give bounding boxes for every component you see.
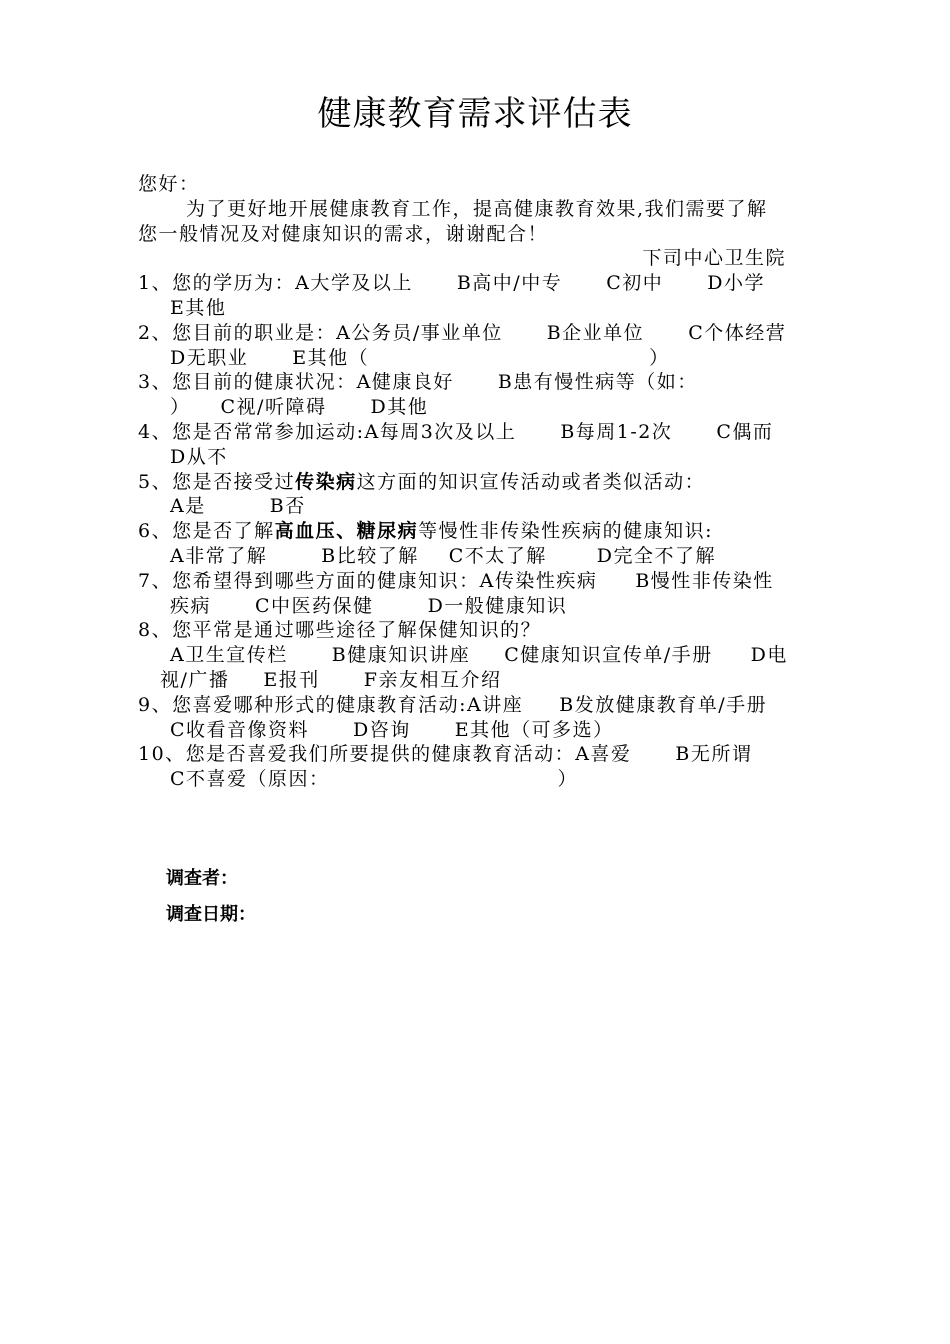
q1-option-c: C初中 [606,272,664,295]
q1-option-e: E其他 [170,296,227,319]
q5-stem-bold: 传染病 [295,470,357,493]
q6-stem-bold-2: 糖尿病 [356,520,419,543]
q6-stem-sep: 、 [336,520,357,543]
q6-option-d: D完全不了解 [596,544,716,567]
q6-stem-bold-1: 高血压 [274,520,337,543]
question-2 [138,321,838,346]
q4-stem: 4、您是否常常参加运动: [138,420,365,443]
question-7 [138,569,838,594]
question-10-cont [138,767,838,792]
organization-name: 下司中心卫生院 [642,247,786,270]
q1-option-d: D小学 [707,272,765,295]
q2-option-e: E其他（ [292,346,370,369]
q3-close-paren: ） [170,396,191,419]
q6-stem-pre: 6、您是否了解 [138,520,275,543]
q9-option-a: A讲座 [467,693,524,716]
q7-option-b-cont: 疾病 [170,594,212,617]
q10-option-c: C不喜爱（原因： [170,768,330,791]
q9-option-b: B发放健康教育单/手册 [559,693,768,716]
question-1-cont [138,296,838,321]
q1-option-b: B高中/中专 [456,272,563,295]
q10-stem: 10、您是否喜爱我们所要提供的健康教育活动： [138,743,576,766]
q9-stem: 9、您喜爱哪种形式的健康教育活动: [138,693,467,716]
question-3 [138,370,838,395]
q10-option-b: B无所谓 [675,743,753,766]
q9-option-e: E其他（可多选） [454,718,614,741]
q6-option-a: A非常了解 [170,544,268,567]
question-4 [138,420,838,445]
q6-stem-post: 等慢性非传染性疾病的健康知识: [418,520,714,543]
question-6-cont [138,544,838,569]
q3-option-d: D其他 [370,396,429,419]
question-8-options [138,643,838,668]
q7-option-d: D一般健康知识 [427,594,568,617]
q1-stem: 1、您的学历为： [138,272,296,295]
q5-option-b: B否 [269,495,306,518]
q5-stem-pre: 5、您是否接受过 [138,470,296,493]
q7-stem: 7、您希望得到哪些方面的健康知识： [138,569,480,592]
q8-option-f: F亲友相互介绍 [363,668,502,691]
q8-option-a: A卫生宣传栏 [170,644,288,667]
q2-option-b: B企业单位 [546,321,645,344]
q2-close-paren: ） [649,346,670,369]
q4-option-a: A每周3次及以上 [364,420,517,443]
question-8 [138,618,838,643]
question-1 [138,271,838,296]
intro-line-1: 为了更好地开展健康教育工作，提高健康教育效果,我们需要了解 [186,197,768,220]
q9-option-d: D咨询 [353,718,411,741]
q8-option-e: E报刊 [263,668,320,691]
q7-option-a: A传染性疾病 [479,569,598,592]
question-8-cont [138,668,838,693]
q8-option-c: C健康知识宣传单/手册 [504,644,713,667]
q4-option-b: B每周1-2次 [560,420,673,443]
q5-stem-post: 这方面的知识宣传活动或者类似活动： [356,470,706,493]
q5-option-a: A是 [170,495,206,518]
q3-option-b: B患有慢性病等（如： [497,371,698,394]
q6-option-c: C不太了解 [448,544,547,567]
q4-option-d: D从不 [170,445,228,468]
survey-date-label: 调查日期： [166,904,256,925]
q7-option-b: B慢性非传染性 [635,569,774,592]
question-5-cont [138,494,838,519]
q2-option-c: C个体经营 [688,321,787,344]
q2-option-a: A公务员/事业单位 [336,321,503,344]
question-5 [138,470,838,495]
question-9-cont [138,718,838,743]
question-2-cont [138,346,838,371]
page-title: 健康教育需求评估表 [317,94,633,134]
q3-option-c: C视/听障碍 [220,396,327,419]
q3-stem: 3、您目前的健康状况： [138,371,357,394]
question-10 [138,742,838,767]
q2-option-d: D无职业 [170,346,249,369]
question-3-cont [138,395,838,420]
question-4-cont [138,445,838,470]
q10-option-a: A喜爱 [575,743,632,766]
investigator-label: 调查者： [166,868,238,889]
q1-option-a: A大学及以上 [295,272,413,295]
question-9 [138,693,838,718]
q2-stem: 2、您目前的职业是： [138,321,337,344]
question-7-cont [138,594,838,619]
q3-option-a: A健康良好 [356,371,454,394]
q8-option-d-cont: 视/广播 [160,668,230,691]
question-6 [138,519,838,544]
greeting: 您好： [138,173,200,195]
q4-option-c: C偶而 [716,420,774,443]
q10-close-paren: ） [557,768,579,791]
q8-option-b: B健康知识讲座 [331,644,471,667]
q8-stem: 8、您平常是通过哪些途径了解保健知识的？ [138,619,542,642]
q8-option-d: D电 [750,644,788,667]
q9-option-c: C收看音像资料 [170,718,310,741]
q7-option-c: C中医药保健 [255,594,374,617]
q6-option-b: B比较了解 [321,544,419,567]
questionnaire-body [138,172,838,792]
intro-line-2: 您一般情况及对健康知识的需求，谢谢配合！ [138,222,549,245]
